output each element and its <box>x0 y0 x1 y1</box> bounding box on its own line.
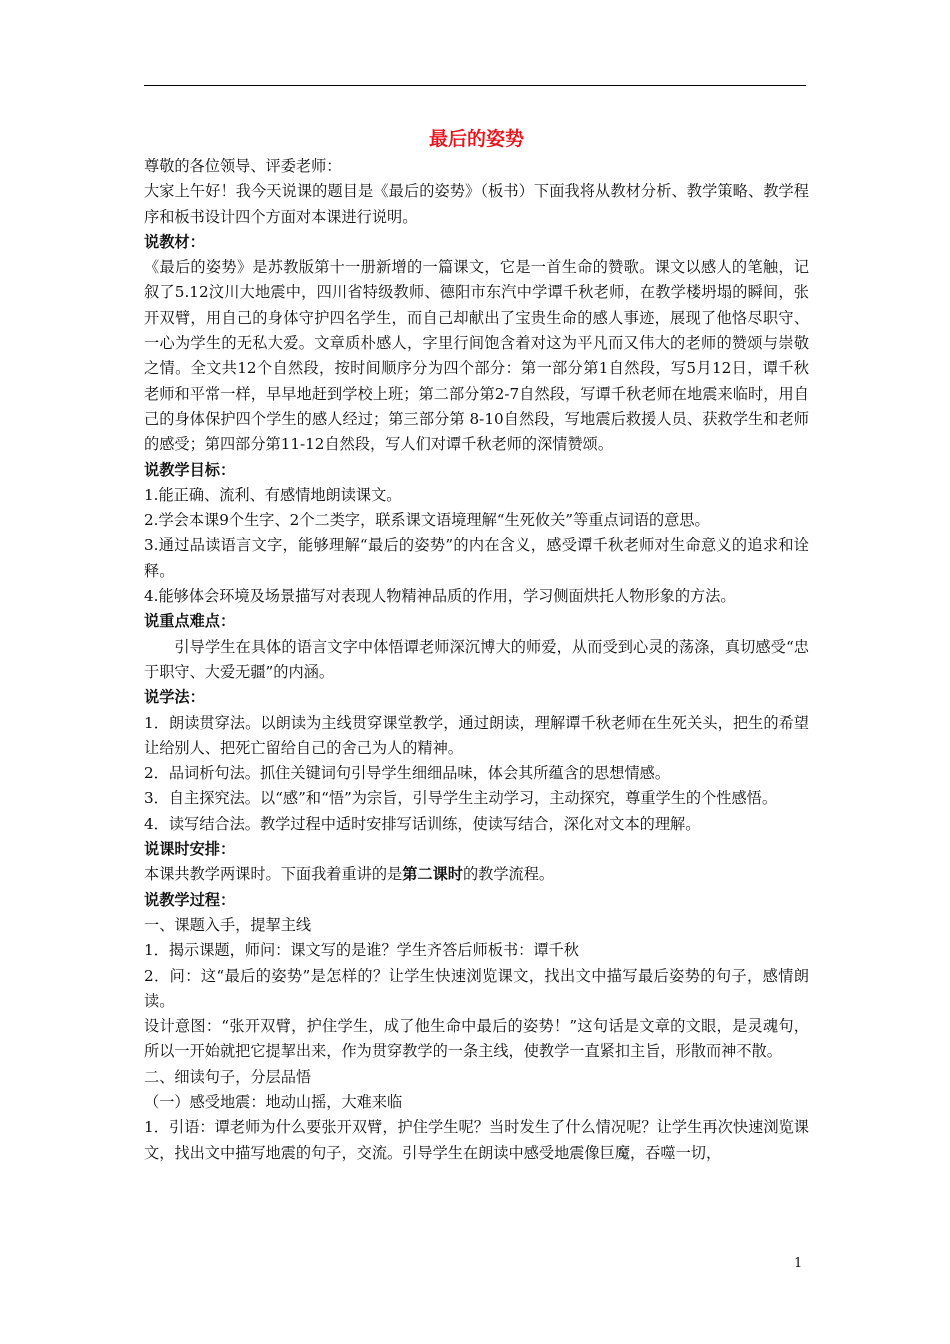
document-title: 最后的姿势 <box>428 128 524 150</box>
section-heading-goals: 说教学目标： <box>144 460 236 479</box>
key-points-paragraph: 引导学生在具体的语言文字中体悟谭老师深沉博大的师爱，从而受到心灵的荡涤，真切感受“忠于职守、大爱无疆”的内涵。 <box>144 637 809 681</box>
textbook-paragraph: 《最后的姿势》是苏教版第十一册新增的一篇课文，它是一首生命的赞歌。课文以感人的笔触，记叙了5.12汶川大地震中，四川省特级教师、德阳市东汽中学谭千秋老师，在教学楼坍塌的瞬间，张开双臂，用自己的身体守护四名学生，而自己却献出了宝贵生命的感人事迹，展现了他恪尽职守、一心为学生的无私大爱。文章质朴感人，字里行间饱含着对这为平凡而又伟大的老师的赞颂与崇敬之情。全文共12个自然段，按时间顺序分为四个部分：第一部分第1自然段，写5月12日，谭千秋老师和平常一样，早早地赶到学校上班；第二部分第2-7自然段，写谭千秋老师在地震来临时，用自己的身体保护四个学生的感人经过；第三部分第 8-10自然段，写地震后救援人员、获救学生和老师的感受；第四部分第11-12自然段，写人们对谭千秋老师的深情赞颂。 <box>144 258 809 454</box>
schedule-highlight: 第二课时 <box>402 865 463 884</box>
method-item: 1．朗读贯穿法。以朗读为主线贯穿课堂教学，通过朗读，理解谭千秋老师在生死关头，把生的希望让给别人、把死亡留给自己的舍己为人的精神。 <box>144 713 809 757</box>
process-line: 设计意图：“张开双臂，护住学生，成了他生命中最后的姿势！”这句话是文章的文眼，是灵魂句，所以一开始就把它提挈出来，作为贯穿教学的一条主线，使教学一直紧扣主旨，形散而神不散。 <box>144 1017 809 1061</box>
goal-item: 2.学会本课9个生字、2个二类字，联系课文语境理解“生死攸关”等重点词语的意思。 <box>144 511 710 530</box>
process-line: 1．引语：谭老师为什么要张开双臂，护住学生呢？当时发生了什么情况呢？让学生再次快速浏览课文，找出文中描写地震的句子，交流。引导学生在朗读中感受地震像巨魔，吞噬一切， <box>144 1118 809 1162</box>
method-item: 3．自主探究法。以“感”和“悟”为宗旨，引导学生主动学习，主动探究，尊重学生的个性感悟。 <box>144 789 778 808</box>
process-line: 二、细读句子，分层品悟 <box>144 1067 312 1086</box>
process-line: 1．揭示课题，师问：课文写的是谁？学生齐答后师板书：谭千秋 <box>144 941 579 960</box>
intro-paragraph: 大家上午好！我今天说课的题目是《最后的姿势》（板书）下面我将从教材分析、教学策略、教学程序和板书设计四个方面对本课进行说明。 <box>144 182 809 226</box>
section-heading-methods: 说学法： <box>144 688 205 707</box>
document-body <box>144 124 809 1166</box>
goal-item: 1.能正确、流利、有感情地朗读课文。 <box>144 485 402 504</box>
process-line: 2．问：这“最后的姿势”是怎样的？让学生快速浏览课文，找出文中描写最后姿势的句子，感情朗读。 <box>144 966 809 1010</box>
schedule-text-before: 本课共教学两课时。下面我着重讲的是 <box>144 865 403 884</box>
greeting: 尊敬的各位领导、评委老师： <box>144 157 342 175</box>
section-heading-key-points: 说重点难点： <box>144 612 236 631</box>
goal-item: 3.通过品读语言文字，能够理解“最后的姿势”的内在含义，感受谭千秋老师对生命意义的追求和诠释。 <box>144 536 809 580</box>
goal-item: 4.能够体会环境及场景描写对表现人物精神品质的作用，学习侧面烘托人物形象的方法。 <box>144 587 736 606</box>
process-line: 一、课题入手，提挈主线 <box>144 915 312 934</box>
schedule-text-after: 的教学流程。 <box>462 865 555 884</box>
schedule-paragraph <box>144 862 809 887</box>
page-number: 1 <box>794 1256 803 1271</box>
method-item: 2．品词析句法。抓住关键词句引导学生细细品味，体会其所蕴含的思想情感。 <box>144 764 671 783</box>
method-item: 4．读写结合法。教学过程中适时安排写话训练，使读写结合，深化对文本的理解。 <box>144 814 701 833</box>
process-line: （一）感受地震：地动山摇，大难来临 <box>144 1092 403 1111</box>
header-rule <box>144 85 806 86</box>
section-heading-process: 说教学过程： <box>144 890 236 909</box>
section-heading-textbook: 说教材： <box>144 232 205 251</box>
section-heading-schedule: 说课时安排： <box>144 840 236 859</box>
